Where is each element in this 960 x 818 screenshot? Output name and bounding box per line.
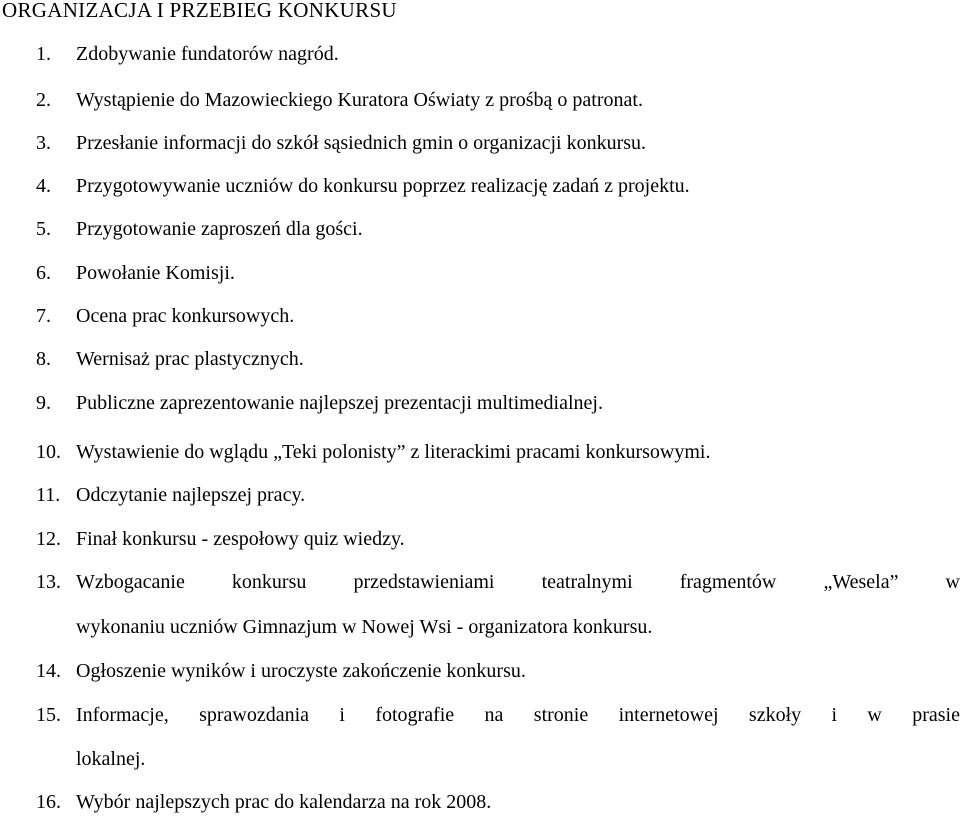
item-word: stronie [533, 704, 589, 726]
document-heading: ORGANIZACJA I PRZEBIEG KONKURSU [2, 0, 397, 22]
item-number: 2. [36, 89, 51, 111]
item-word: szkoły [748, 704, 802, 726]
item-word: teatralnymi [541, 571, 633, 593]
item-text: Ocena prac konkursowych. [76, 305, 295, 327]
item-number: 12. [36, 528, 61, 550]
item-word: w [945, 571, 960, 593]
item-number: 6. [36, 262, 51, 284]
item-number: 1. [36, 43, 51, 65]
item-text: Publiczne zaprezentowanie najlepszej prezentacji multimedialnej. [76, 392, 603, 414]
item-word: na [484, 704, 504, 726]
item-text: Ogłoszenie wyników i uroczyste zakończenie konkursu. [76, 660, 526, 682]
item-text: Wystąpienie do Mazowieckiego Kuratora Oświaty z prośbą o patronat. [76, 89, 643, 111]
item-word: internetowej [618, 704, 719, 726]
item-word: sprawozdania [199, 704, 310, 726]
item-number: 4. [36, 175, 51, 197]
item-text: Powołanie Komisji. [76, 262, 235, 284]
item-number: 14. [36, 660, 61, 682]
item-word: fotografie [375, 704, 455, 726]
item-number: 3. [36, 132, 51, 154]
item-text: Przesłanie informacji do szkół sąsiednich gmin o organizacji konkursu. [76, 132, 647, 154]
item-number: 7. [36, 305, 51, 327]
item-number: 9. [36, 392, 51, 414]
item-text-justified [76, 699, 960, 731]
item-word: Informacje, [76, 704, 169, 726]
item-number: 5. [36, 218, 51, 240]
item-text: lokalnej. [76, 748, 146, 770]
item-number: 11. [36, 484, 61, 506]
item-text: Wernisaż prac plastycznych. [76, 348, 304, 370]
item-word: i [339, 704, 345, 726]
item-word: i [831, 704, 838, 726]
item-text: Odczytanie najlepszej pracy. [76, 484, 306, 506]
item-word: przedstawieniami [353, 571, 495, 593]
item-text: wykonaniu uczniów Gimnazjum w Nowej Wsi - organizatora konkursu. [76, 616, 653, 638]
item-number: 13. [36, 571, 61, 593]
item-text: Finał konkursu - zespołowy quiz wiedzy. [76, 528, 405, 550]
item-text-justified [76, 566, 960, 598]
item-word: fragmentów [679, 571, 777, 593]
item-text: Zdobywanie fundatorów nagród. [76, 43, 339, 65]
item-text: Przygotowywanie uczniów do konkursu poprzez realizację zadań z projektu. [76, 175, 690, 197]
item-word: prasie [912, 704, 960, 726]
item-text: Przygotowanie zaproszeń dla gości. [76, 218, 363, 240]
item-text: Wystawienie do wglądu „Teki polonisty” z literackimi pracami konkursowymi. [76, 441, 711, 463]
item-word: konkursu [231, 571, 307, 593]
item-word: Wzbogacanie [76, 571, 185, 593]
item-word: w [867, 704, 882, 726]
item-text: Wybór najlepszych prac do kalendarza na rok 2008. [76, 791, 492, 813]
item-number: 10. [36, 441, 61, 463]
item-number: 16. [36, 791, 61, 813]
item-number: 8. [36, 348, 51, 370]
item-word: „Wesela” [823, 571, 899, 593]
item-number: 15. [36, 704, 61, 726]
